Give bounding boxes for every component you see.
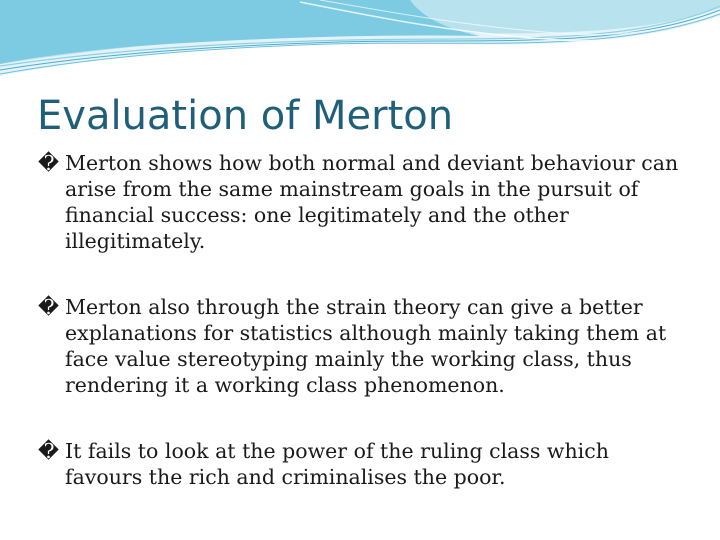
bullet-text: Merton shows how both normal and deviant behaviour can arise from the same mainstream goals in the pursuit of financial success: one legitimately and the other illegitimately. [65, 151, 679, 253]
bullet-item [38, 438, 688, 490]
bullet-marker-icon: � [38, 439, 60, 463]
wave-header-decoration [0, 0, 720, 80]
bullet-text: It fails to look at the power of the ruling class which favours the rich and criminalises the poor. [65, 439, 609, 489]
bullet-item [38, 150, 688, 254]
bullet-list [38, 150, 688, 530]
bullet-text: Merton also through the strain theory can give a better explanations for statistics although mainly taking them at face value stereotyping mainly the working class, thus rendering it a working class phenomenon. [65, 295, 667, 397]
bullet-marker-icon: � [38, 151, 60, 175]
slide-title: Evaluation of Merton [37, 93, 454, 139]
bullet-marker-icon: � [38, 295, 60, 319]
bullet-item [38, 294, 688, 398]
